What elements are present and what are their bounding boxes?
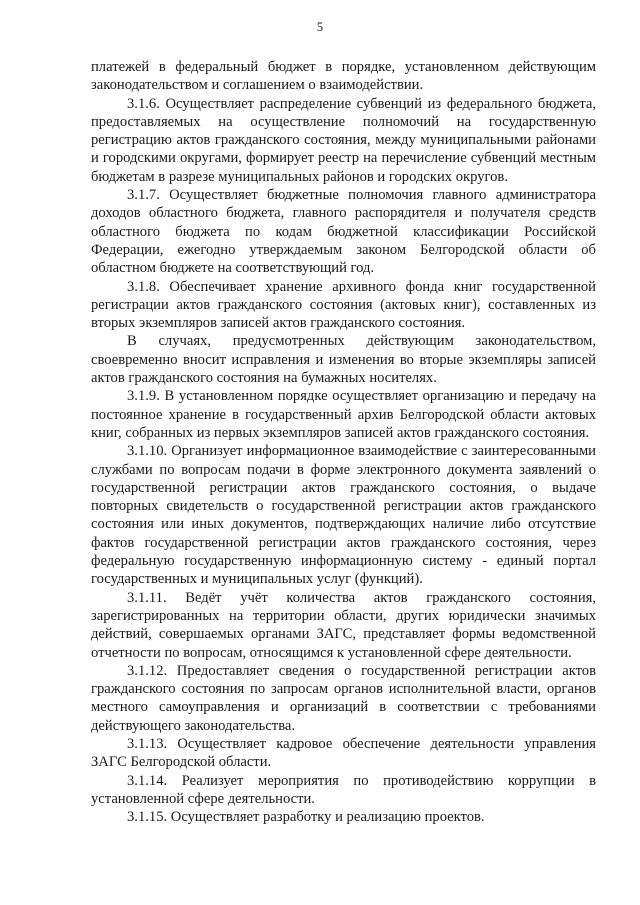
paragraph-3-1-15: 3.1.15. Осуществляет разработку и реализацию проектов. <box>127 809 485 826</box>
paragraph-3-1-7: 3.1.7. Осуществляет бюджетные полномочия главного администратора доходов областного бюджета, главного распорядителя и получателя средств областного бюджета по кодам бюджетной классификации Российской Федерации, ежегодно утверждаемым законом Белгородской области об областном бюджете на соответствующий год. <box>91 187 596 277</box>
paragraph-3-1-10: 3.1.10. Организует информационное взаимодействие с заинтересованными службами по вопросам подачи в форме электронного документа заявлений о государственной регистрации актов гражданского состояния, о выдаче повторных свидетельств о государственной регистрации актов гражданского состояния или иных документов, подтверждающих наличие либо отсутствие фактов государственной регистрации актов гражданского состояния, через федеральную государственную информационную систему - единый портал государственных и муниципальных услуг (функций). <box>91 443 596 588</box>
paragraph-continuation: платежей в федеральный бюджет в порядке, установленном действующим законодательством и соглашением о взаимодействии. <box>91 59 596 94</box>
page-number: 5 <box>316 20 324 34</box>
paragraph-3-1-14: 3.1.14. Реализует мероприятия по противодействию коррупции в установленной сфере деятельности. <box>91 772 596 807</box>
paragraph-3-1-8-cases: В случаях, предусмотренных действующим законодательством, своевременно вносит исправления и изменения во вторые экземпляры записей актов гражданского состояния на бумажных носителях. <box>91 333 596 387</box>
paragraph-3-1-11: 3.1.11. Ведёт учёт количества актов гражданского состояния, зарегистрированных на территории области, других юридически значимых действий, совершаемых органами ЗАГС, представляет формы ведомственной отчетности по вопросам, относящимся к установленной сфере деятельности. <box>91 589 596 661</box>
paragraph-3-1-8: 3.1.8. Обеспечивает хранение архивного фонда книг государственной регистрации актов гражданского состояния (актовых книг), составленных из вторых экземпляров записей актов гражданского состояния. <box>91 278 596 332</box>
document-body <box>91 58 596 826</box>
paragraph-3-1-9: 3.1.9. В установленном порядке осуществляет организацию и передачу на постоянное хранение в государственный архив Белгородской области актовых книг, собранных из первых экземпляров записей актов гражданского состояния. <box>91 388 596 441</box>
paragraph-3-1-13: 3.1.13. Осуществляет кадровое обеспечение деятельности управления ЗАГС Белгородской области. <box>91 735 596 771</box>
paragraph-3-1-6: 3.1.6. Осуществляет распределение субвенций из федерального бюджета, предоставляемых на осуществление полномочий на государственную регистрацию актов гражданского состояния, между муниципальными районами и городскими округами, формирует реестр на перечисление субвенций местным бюджетам в разрезе муниципальных районов и городских округов. <box>91 95 596 185</box>
paragraph-3-1-12: 3.1.12. Предоставляет сведения о государственной регистрации актов гражданского состояния по запросам органов исполнительной власти, органов местного самоуправления и организаций в соответствии с требованиями действующего законодательства. <box>91 662 596 734</box>
